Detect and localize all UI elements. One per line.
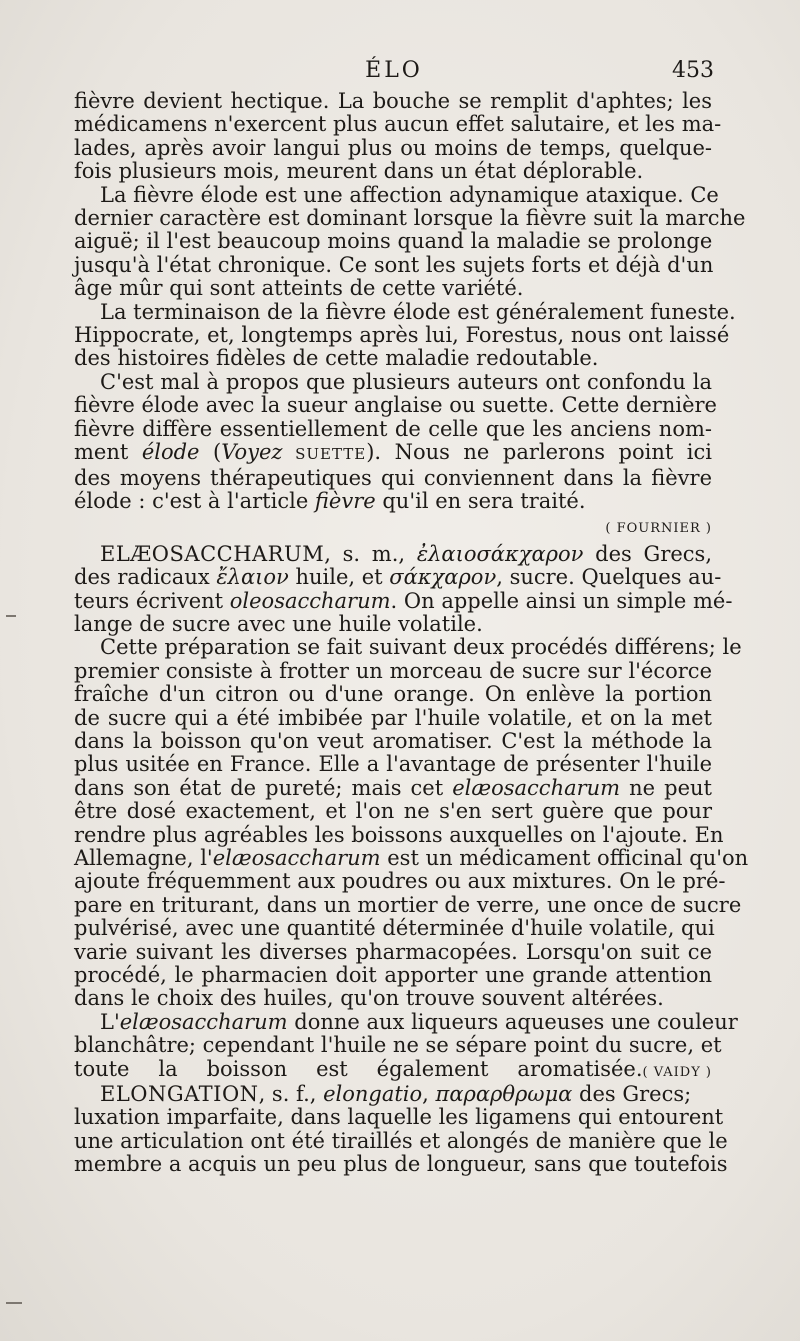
text-line: premier consiste à frotter un morceau de sucre sur l'écorce — [74, 658, 712, 683]
text-line: La fièvre élode est une affection adynamique ataxique. Ce — [100, 182, 719, 207]
text-run: teurs écrivent — [74, 588, 230, 613]
text-line: médicamens n'exercent plus aucun effet salutaire, et les ma- — [74, 112, 722, 137]
text-line: fièvre diffère essentiellement de celle que les anciens nom- — [74, 416, 712, 441]
page-number: 453 — [672, 58, 714, 83]
text-run: des Grecs; — [572, 1082, 692, 1107]
text-run: L' — [100, 1009, 120, 1034]
text-run: , s. m., — [324, 541, 417, 566]
text-line: une articulation ont été tiraillés et alongés de manière que le — [74, 1128, 728, 1153]
text-line: C'est mal à propos que plusieurs auteurs ont confondu la — [100, 369, 712, 394]
text-run: , — [422, 1082, 436, 1107]
text-run: ). Nous ne parlerons point ici — [366, 440, 713, 465]
italic-term: elæosaccharum — [212, 846, 381, 870]
text-line — [74, 588, 733, 613]
page-text — [74, 89, 749, 1177]
text-line: membre a acquis un peu plus de longueur, sans que toutefois — [74, 1152, 728, 1177]
text-run: , s. f., — [258, 1082, 324, 1107]
text-line: blanchâtre; cependant l'huile ne se sépare point du sucre, et — [74, 1033, 722, 1058]
text-line: ajoute fréquemment aux poudres ou aux mixtures. On le pré- — [74, 869, 726, 894]
text-run: des radicaux — [74, 565, 217, 590]
margin-mark — [6, 615, 16, 617]
text-run: huile, et — [288, 565, 390, 590]
text-line: pulvérisé, avec une quantité déterminée d'huile volatile, qui — [74, 916, 715, 941]
italic-term: élode — [141, 440, 200, 465]
text-run: , sucre. Quelques au- — [496, 565, 722, 590]
text-line: de sucre qui a été imbibée par l'huile volatile, et on la met — [74, 705, 712, 730]
text-run: ne peut — [620, 775, 712, 800]
text-line: fièvre devient hectique. La bouche se remplit d'aphtes; les — [74, 89, 712, 113]
text-line: âge mûr qui sont atteints de cette variété. — [74, 276, 524, 301]
text-line — [74, 1009, 738, 1034]
margin-mark — [6, 1302, 22, 1304]
author-signature: ( VAIDY ) — [642, 1064, 712, 1080]
text-line: procédé, le pharmacien doit apporter une grande attention — [74, 963, 712, 988]
cross-reference: SUETTE — [282, 445, 367, 464]
text-run: dans son état de pureté; mais cet — [74, 775, 453, 800]
text-line — [74, 846, 749, 870]
text-line: Hippocrate, et, longtemps après lui, Forestus, nous ont laissé — [74, 323, 730, 348]
text-run: qu'il en sera traité. — [375, 488, 586, 513]
text-line: jusqu'à l'état chronique. Ce sont les sujets forts et déjà d'un — [74, 252, 714, 277]
text-run: . On appelle ainsi un simple mé- — [390, 588, 733, 613]
text-line: fièvre élode avec la sueur anglaise ou suette. Cette dernière — [74, 393, 717, 418]
text-line: luxation imparfaite, dans laquelle les ligamens qui entourent — [74, 1105, 724, 1130]
entry-headword: ELONGATION — [100, 1082, 259, 1107]
text-run: Allemagne, l' — [74, 846, 213, 870]
text-line: La terminaison de la fièvre élode est généralement funeste. — [100, 299, 736, 324]
author-signature: ( FOURNIER ) — [605, 521, 712, 537]
text-line: lades, après avoir langui plus ou moins de temps, quelque- — [74, 135, 712, 160]
italic-term: Voyez — [221, 440, 283, 465]
greek-term: ἐλαιοσάκχαρον — [416, 541, 584, 566]
running-title: ÉLO — [365, 58, 423, 83]
text-line — [74, 777, 712, 800]
entry-headword: ELÆOSACCHARUM — [100, 541, 325, 566]
text-line — [74, 565, 722, 590]
greek-term: σάκχαρον — [389, 565, 497, 590]
text-run: donne aux liqueurs aqueuses une couleur — [287, 1009, 738, 1034]
text-run: ( — [199, 440, 222, 465]
text-line: fraîche d'un citron ou d'une orange. On enlève la portion — [74, 682, 712, 707]
text-line: lange de sucre avec une huile volatile. — [74, 611, 483, 636]
text-line: dans la boisson qu'on veut aromatiser. C'est la méthode la — [74, 728, 712, 753]
greek-term: ἔλαιον — [216, 565, 289, 590]
text-line: dans le choix des huiles, qu'on trouve souvent altérées. — [74, 986, 664, 1011]
greek-term: παραρθρωμα — [435, 1082, 573, 1107]
text-line — [74, 490, 712, 513]
text-line: des histoires fidèles de cette maladie redoutable. — [74, 346, 599, 371]
italic-term: oleosaccharum — [229, 588, 391, 613]
text-run: ment — [74, 440, 142, 465]
text-line — [74, 543, 712, 566]
text-run: des Grecs, — [583, 541, 713, 566]
text-line: être dosé exactement, et l'on ne s'en sert guère que pour — [74, 799, 712, 824]
text-line — [74, 441, 712, 466]
italic-term: elæosaccharum — [452, 775, 621, 800]
italic-term: elæosaccharum — [119, 1009, 288, 1034]
text-line: des moyens thérapeutiques qui conviennent dans la fièvre — [74, 465, 712, 490]
text-line: Cette préparation se fait suivant deux procédés différens; le — [100, 635, 742, 660]
text-run: élode : c'est à l'article — [74, 488, 315, 513]
text-line: plus usitée en France. Elle a l'avantage de présenter l'huile — [74, 752, 712, 777]
text-line: fois plusieurs mois, meurent dans un état déplorable. — [74, 159, 644, 184]
text-run: est un médicament officinal qu'on — [380, 846, 749, 870]
text-line: pare en triturant, dans un mortier de verre, une once de sucre — [74, 892, 742, 917]
text-line: varie suivant les diverses pharmacopées. Lorsqu'on suit ce — [74, 939, 712, 964]
text-line: aiguë; il l'est beaucoup moins quand la maladie se prolonge — [74, 229, 713, 254]
text-line — [74, 1058, 712, 1081]
text-run: toute la boisson est également aromatisée. — [74, 1056, 643, 1081]
italic-term: elongatio — [323, 1082, 423, 1107]
text-line: dernier caractère est dominant lorsque la fièvre suit la marche — [74, 206, 746, 231]
text-line — [74, 1083, 712, 1106]
italic-term: fièvre — [314, 488, 376, 513]
text-line: rendre plus agréables les boissons auxquelles on l'ajoute. En — [74, 822, 724, 847]
running-header — [74, 58, 714, 88]
